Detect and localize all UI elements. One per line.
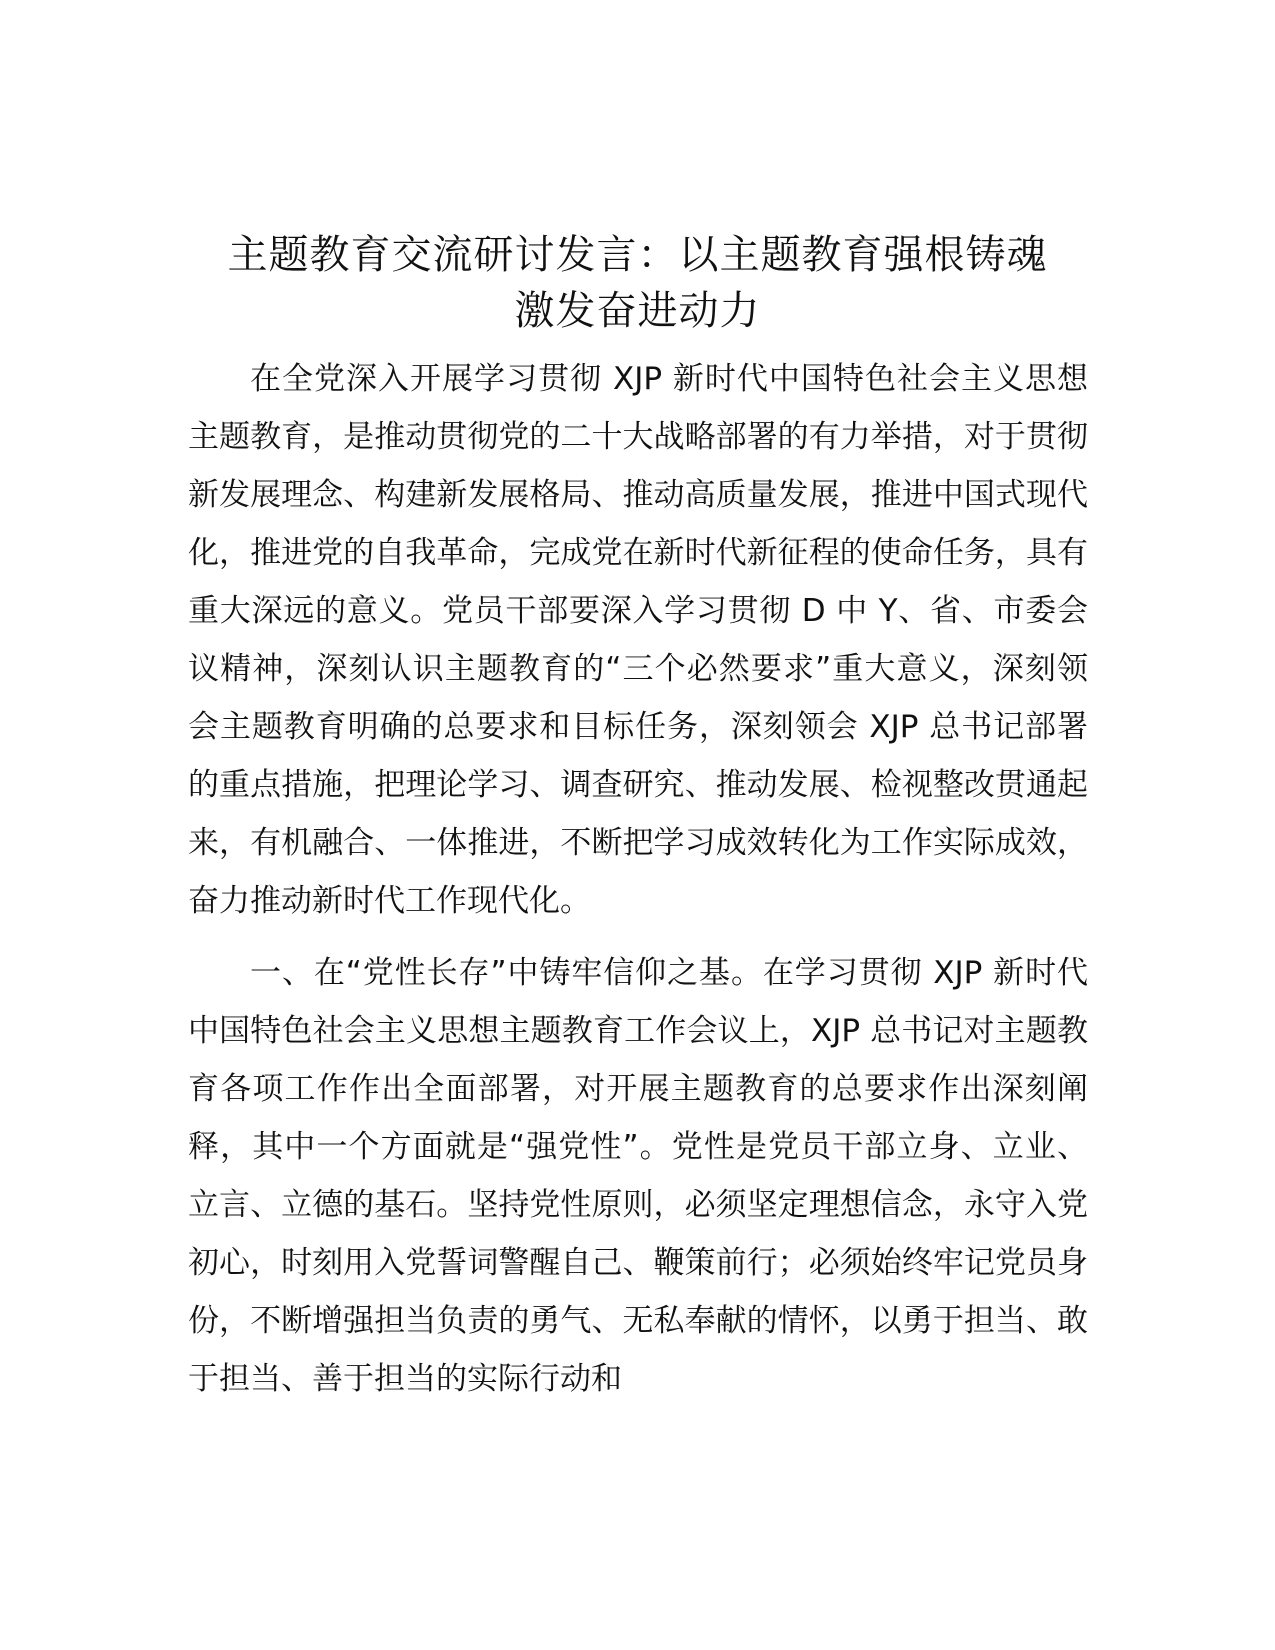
document-body	[188, 350, 1088, 1408]
body-paragraph-intro: 在全党深入开展学习贯彻 XJP 新时代中国特色社会主义思想主题教育，是推动贯彻党的二十大战略部署的有力举措，对于贯彻新发展理念、构建新发展格局、推动高质量发展，推进中国式现代化，推进党的自我革命，完成党在新时代新征程的使命任务，具有重大深远的意义。党员干部要深入学习贯彻 D 中 Y、省、市委会议精神，深刻认识主题教育的“三个必然要求”重大意义，深刻领会主题教育明确的总要求和目标任务，深刻领会 XJP 总书记部署的重点措施，把理论学习、调查研究、推动发展、检视整改贯通起来，有机融合、一体推进，不断把学习成效转化为工作实际成效，奋力推动新时代工作现代化。	[188, 361, 1088, 919]
body-paragraph-section-1: 一、在“党性长存”中铸牢信仰之基。在学习贯彻 XJP 新时代中国特色社会主义思想主题教育工作会议上，XJP 总书记对主题教育各项工作作出全面部署，对开展主题教育的总要求作出深刻阐释，其中一个方面就是“强党性”。党性是党员干部立身、立业、立言、立德的基石。坚持党性原则，必须坚定理想信念，永守入党初心，时刻用入党誓词警醒自己、鞭策前行；必须始终牢记党员身份，不断增强担当负责的勇气、无私奉献的情怀，以勇于担当、敢于担当、善于担当的实际行动和	[188, 955, 1088, 1397]
document-title-line-2: 激发奋进动力	[514, 288, 761, 334]
document-title-line-1: 主题教育交流研讨发言：以主题教育强根铸魂	[227, 232, 1048, 278]
